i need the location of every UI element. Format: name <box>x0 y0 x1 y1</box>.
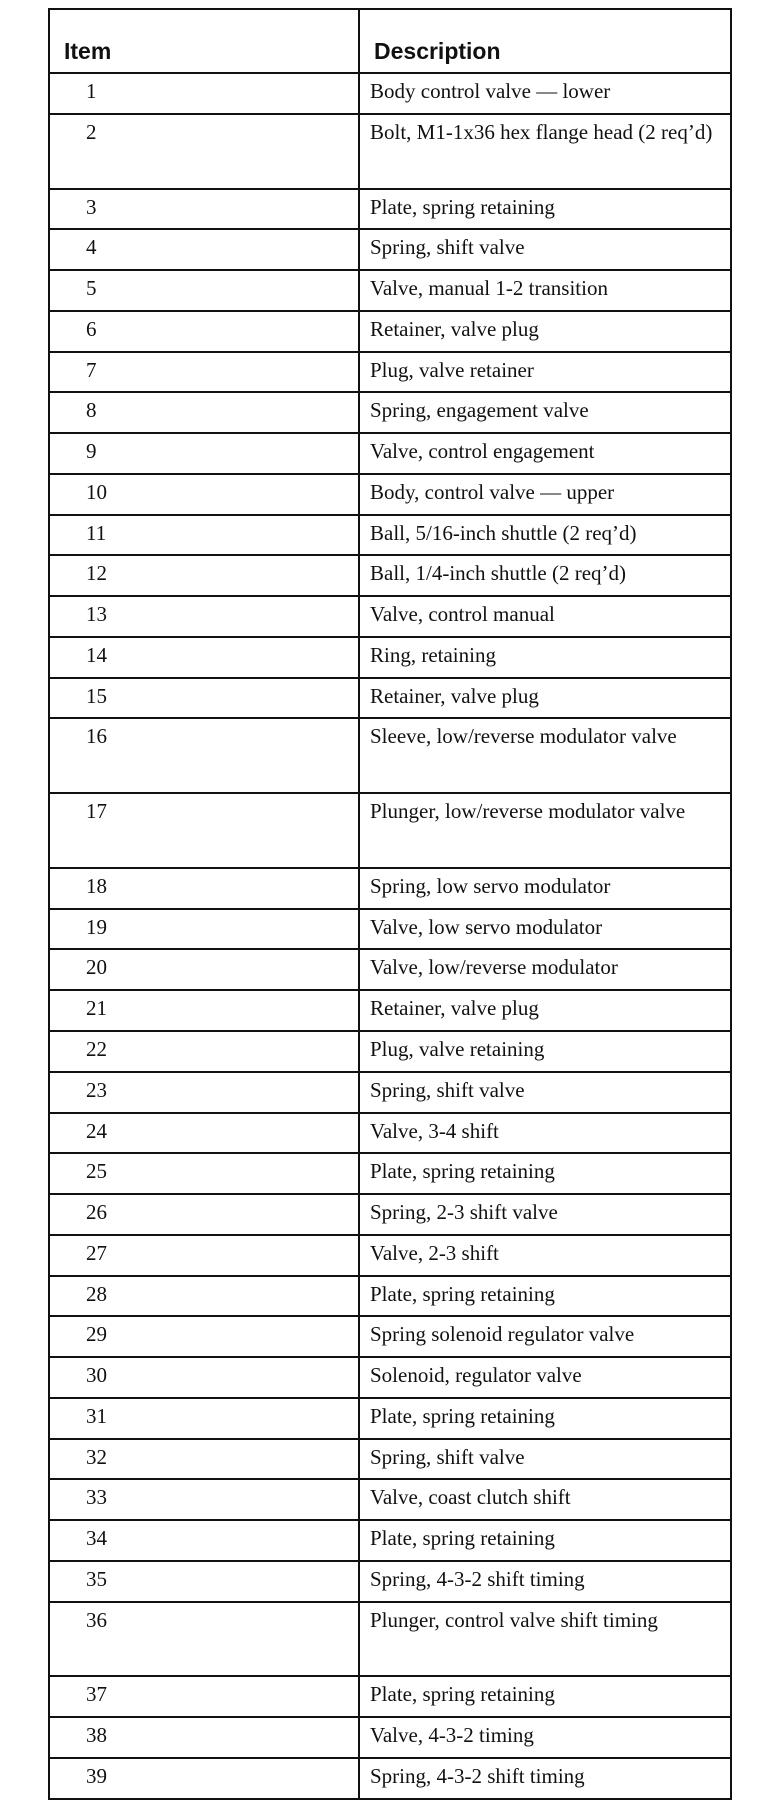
table-row <box>49 1602 731 1677</box>
table-row <box>49 392 731 433</box>
description-cell: Valve, low servo modulator <box>359 909 731 950</box>
table-row <box>49 515 731 556</box>
item-number-cell: 36 <box>49 1602 359 1677</box>
item-number-cell: 39 <box>49 1758 359 1799</box>
description-cell: Spring, 4-3-2 shift timing <box>359 1561 731 1602</box>
table-row <box>49 1520 731 1561</box>
item-number-cell: 37 <box>49 1676 359 1717</box>
description-cell: Solenoid, regulator valve <box>359 1357 731 1398</box>
item-number-cell: 28 <box>49 1276 359 1317</box>
description-cell: Plate, spring retaining <box>359 1398 731 1439</box>
table-row <box>49 433 731 474</box>
table-row <box>49 637 731 678</box>
table-row <box>49 596 731 637</box>
table-row <box>49 949 731 990</box>
item-number-cell: 32 <box>49 1439 359 1480</box>
column-header-description: Description <box>359 9 731 73</box>
description-cell: Plug, valve retaining <box>359 1031 731 1072</box>
table-row <box>49 1717 731 1758</box>
table-row <box>49 1357 731 1398</box>
description-cell: Spring, 4-3-2 shift timing <box>359 1758 731 1799</box>
table-row <box>49 1439 731 1480</box>
table-row <box>49 1398 731 1439</box>
table-row <box>49 793 731 868</box>
description-cell: Retainer, valve plug <box>359 311 731 352</box>
description-cell: Plunger, control valve shift timing <box>359 1602 731 1677</box>
item-number-cell: 12 <box>49 555 359 596</box>
item-number-cell: 16 <box>49 718 359 793</box>
table-row <box>49 990 731 1031</box>
table-row <box>49 1276 731 1317</box>
description-cell: Valve, control engagement <box>359 433 731 474</box>
item-number-cell: 6 <box>49 311 359 352</box>
description-cell: Plate, spring retaining <box>359 1276 731 1317</box>
description-cell: Valve, coast clutch shift <box>359 1479 731 1520</box>
table-row <box>49 1758 731 1799</box>
item-number-cell: 3 <box>49 189 359 230</box>
item-number-cell: 35 <box>49 1561 359 1602</box>
item-number-cell: 4 <box>49 229 359 270</box>
description-cell: Plate, spring retaining <box>359 1520 731 1561</box>
table-row <box>49 1153 731 1194</box>
item-number-cell: 29 <box>49 1316 359 1357</box>
table-row <box>49 868 731 909</box>
description-cell: Valve, 2-3 shift <box>359 1235 731 1276</box>
item-number-cell: 10 <box>49 474 359 515</box>
description-cell: Body control valve — lower <box>359 73 731 114</box>
description-cell: Valve, manual 1-2 transition <box>359 270 731 311</box>
description-cell: Spring, shift valve <box>359 229 731 270</box>
item-number-cell: 38 <box>49 1717 359 1758</box>
item-number-cell: 26 <box>49 1194 359 1235</box>
item-number-cell: 30 <box>49 1357 359 1398</box>
table-row <box>49 352 731 393</box>
table-row <box>49 718 731 793</box>
table-row <box>49 1113 731 1154</box>
item-number-cell: 8 <box>49 392 359 433</box>
column-header-item: Item <box>49 9 359 73</box>
table-row <box>49 909 731 950</box>
table-row <box>49 1194 731 1235</box>
description-cell: Spring solenoid regulator valve <box>359 1316 731 1357</box>
item-number-cell: 21 <box>49 990 359 1031</box>
description-cell: Body, control valve — upper <box>359 474 731 515</box>
item-number-cell: 2 <box>49 114 359 189</box>
description-cell: Ring, retaining <box>359 637 731 678</box>
table-row <box>49 1676 731 1717</box>
description-cell: Ball, 5/16-inch shuttle (2 req’d) <box>359 515 731 556</box>
description-cell: Retainer, valve plug <box>359 990 731 1031</box>
description-cell: Spring, engagement valve <box>359 392 731 433</box>
item-number-cell: 25 <box>49 1153 359 1194</box>
table-body <box>49 73 731 1799</box>
table-row <box>49 555 731 596</box>
item-number-cell: 5 <box>49 270 359 311</box>
item-number-cell: 19 <box>49 909 359 950</box>
table-row <box>49 270 731 311</box>
table-row <box>49 189 731 230</box>
table-row <box>49 678 731 719</box>
item-number-cell: 15 <box>49 678 359 719</box>
table-row <box>49 1072 731 1113</box>
description-cell: Plate, spring retaining <box>359 1676 731 1717</box>
description-cell: Spring, shift valve <box>359 1439 731 1480</box>
description-cell: Retainer, valve plug <box>359 678 731 719</box>
item-number-cell: 24 <box>49 1113 359 1154</box>
table-row <box>49 1561 731 1602</box>
item-number-cell: 14 <box>49 637 359 678</box>
description-cell: Valve, low/reverse modulator <box>359 949 731 990</box>
description-cell: Valve, 4-3-2 timing <box>359 1717 731 1758</box>
table-row <box>49 229 731 270</box>
description-cell: Plate, spring retaining <box>359 1153 731 1194</box>
description-cell: Plunger, low/reverse modulator valve <box>359 793 731 868</box>
table-row <box>49 1316 731 1357</box>
parts-table <box>48 8 732 1800</box>
table-row <box>49 73 731 114</box>
item-number-cell: 9 <box>49 433 359 474</box>
item-number-cell: 27 <box>49 1235 359 1276</box>
description-cell: Spring, low servo modulator <box>359 868 731 909</box>
item-number-cell: 11 <box>49 515 359 556</box>
description-cell: Spring, 2-3 shift valve <box>359 1194 731 1235</box>
table-row <box>49 311 731 352</box>
description-cell: Plate, spring retaining <box>359 189 731 230</box>
item-number-cell: 1 <box>49 73 359 114</box>
item-number-cell: 18 <box>49 868 359 909</box>
item-number-cell: 31 <box>49 1398 359 1439</box>
table-row <box>49 1479 731 1520</box>
description-cell: Spring, shift valve <box>359 1072 731 1113</box>
table-row <box>49 1235 731 1276</box>
item-number-cell: 13 <box>49 596 359 637</box>
description-cell: Ball, 1/4-inch shuttle (2 req’d) <box>359 555 731 596</box>
table-row <box>49 114 731 189</box>
description-cell: Sleeve, low/reverse modulator valve <box>359 718 731 793</box>
table-header-row <box>49 9 731 73</box>
item-number-cell: 17 <box>49 793 359 868</box>
item-number-cell: 20 <box>49 949 359 990</box>
item-number-cell: 34 <box>49 1520 359 1561</box>
item-number-cell: 7 <box>49 352 359 393</box>
table-row <box>49 1031 731 1072</box>
item-number-cell: 22 <box>49 1031 359 1072</box>
item-number-cell: 23 <box>49 1072 359 1113</box>
description-cell: Plug, valve retainer <box>359 352 731 393</box>
table-row <box>49 474 731 515</box>
description-cell: Valve, control manual <box>359 596 731 637</box>
description-cell: Valve, 3-4 shift <box>359 1113 731 1154</box>
description-cell: Bolt, M1-1x36 hex flange head (2 req’d) <box>359 114 731 189</box>
item-number-cell: 33 <box>49 1479 359 1520</box>
